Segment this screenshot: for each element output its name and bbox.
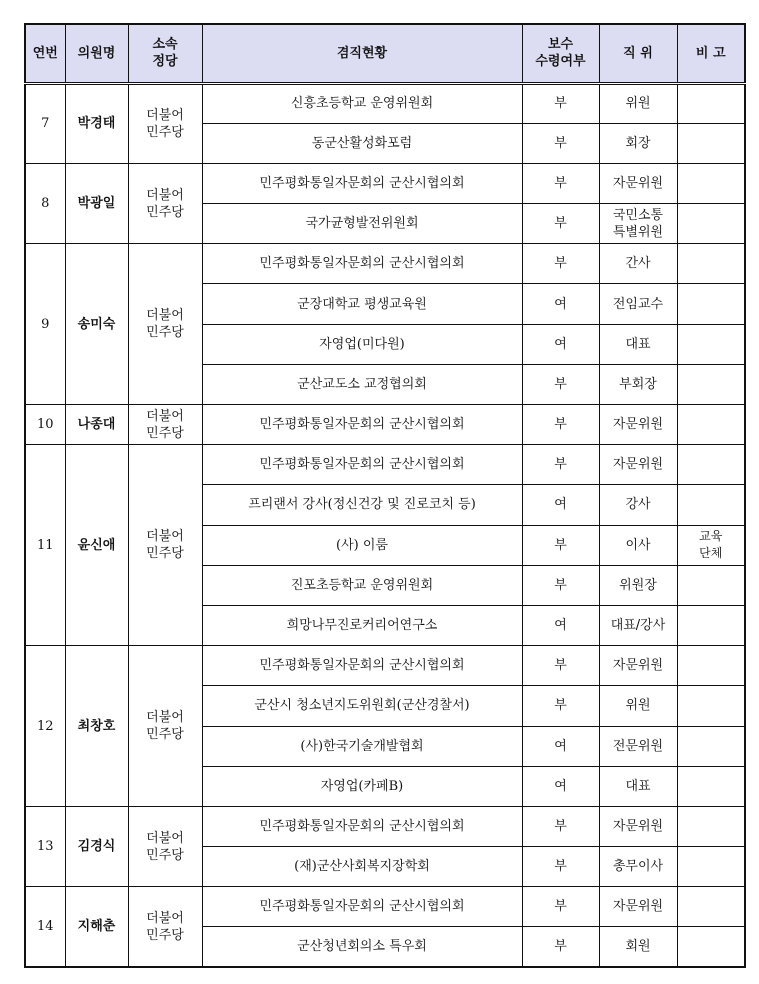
member-number: 10	[25, 405, 65, 445]
side-job-position: 민주평화통일자문회의 군산시협의회	[202, 244, 522, 284]
remark	[677, 485, 745, 525]
job-title: 자문위원	[599, 445, 677, 485]
side-job-position: 군산청년회의소 특우회	[202, 927, 522, 967]
member-name: 나종대	[65, 405, 128, 445]
job-title: 자문위원	[599, 806, 677, 846]
job-title: 국민소통 특별위원	[599, 204, 677, 244]
member-party: 더불어 민주당	[128, 806, 202, 886]
table-row	[25, 887, 745, 927]
pay-status: 부	[522, 83, 599, 123]
remark	[677, 605, 745, 645]
table-body	[25, 83, 745, 967]
job-title: 이사	[599, 525, 677, 565]
pay-status: 부	[522, 163, 599, 203]
remark	[677, 806, 745, 846]
header-pay: 보수 수령여부	[522, 24, 599, 83]
member-number: 14	[25, 887, 65, 967]
header-name: 의원명	[65, 24, 128, 83]
side-job-position: 민주평화통일자문회의 군산시협의회	[202, 163, 522, 203]
pay-status: 여	[522, 324, 599, 364]
remark	[677, 405, 745, 445]
pay-status: 부	[522, 806, 599, 846]
remark	[677, 123, 745, 163]
remark: 교육 단체	[677, 525, 745, 565]
member-name: 박경태	[65, 83, 128, 163]
job-title: 자문위원	[599, 887, 677, 927]
side-job-position: 민주평화통일자문회의 군산시협의회	[202, 646, 522, 686]
job-title: 총무이사	[599, 847, 677, 887]
pay-status: 부	[522, 244, 599, 284]
job-title: 부회장	[599, 364, 677, 404]
remark	[677, 927, 745, 967]
remark	[677, 565, 745, 605]
member-number: 12	[25, 646, 65, 807]
member-party: 더불어 민주당	[128, 163, 202, 243]
side-job-position: 민주평화통일자문회의 군산시협의회	[202, 887, 522, 927]
job-title: 전임교수	[599, 284, 677, 324]
remark	[677, 364, 745, 404]
member-name: 박광일	[65, 163, 128, 243]
pay-status: 부	[522, 847, 599, 887]
remark	[677, 726, 745, 766]
table-row	[25, 445, 745, 485]
job-title: 자문위원	[599, 405, 677, 445]
side-job-position: 동군산활성화포럼	[202, 123, 522, 163]
pay-status: 부	[522, 887, 599, 927]
remark	[677, 646, 745, 686]
remark	[677, 163, 745, 203]
side-job-position: 진포초등학교 운영위원회	[202, 565, 522, 605]
side-job-position: 민주평화통일자문회의 군산시협의회	[202, 806, 522, 846]
pay-status: 여	[522, 284, 599, 324]
member-name: 최창호	[65, 646, 128, 807]
pay-status: 부	[522, 686, 599, 726]
pay-status: 부	[522, 525, 599, 565]
member-party: 더불어 민주당	[128, 646, 202, 807]
side-job-position: 군산시 청소년지도위원회(군산경찰서)	[202, 686, 522, 726]
member-number: 8	[25, 163, 65, 243]
header-no: 연번	[25, 24, 65, 83]
job-title: 위원	[599, 83, 677, 123]
side-job-position: 군장대학교 평생교육원	[202, 284, 522, 324]
side-job-position: 희망나무진로커리어연구소	[202, 605, 522, 645]
header-title: 직 위	[599, 24, 677, 83]
side-job-position: 자영업(미다원)	[202, 324, 522, 364]
remark	[677, 324, 745, 364]
job-title: 자문위원	[599, 163, 677, 203]
member-number: 7	[25, 83, 65, 163]
member-party: 더불어 민주당	[128, 244, 202, 405]
header-party: 소속 정당	[128, 24, 202, 83]
pay-status: 여	[522, 605, 599, 645]
pay-status: 부	[522, 565, 599, 605]
council-side-jobs-table	[24, 23, 746, 968]
member-name: 김경식	[65, 806, 128, 886]
member-name: 송미숙	[65, 244, 128, 405]
job-title: 대표/강사	[599, 605, 677, 645]
pay-status: 여	[522, 726, 599, 766]
pay-status: 부	[522, 445, 599, 485]
pay-status: 여	[522, 485, 599, 525]
remark	[677, 83, 745, 123]
member-number: 11	[25, 445, 65, 646]
side-job-position: (사) 이룸	[202, 525, 522, 565]
pay-status: 부	[522, 364, 599, 404]
job-title: 대표	[599, 766, 677, 806]
job-title: 위원장	[599, 565, 677, 605]
pay-status: 부	[522, 646, 599, 686]
side-job-position: 군산교도소 교정협의회	[202, 364, 522, 404]
table-row	[25, 405, 745, 445]
remark	[677, 204, 745, 244]
header-row	[25, 24, 745, 83]
side-job-position: 신흥초등학교 운영위원회	[202, 83, 522, 123]
job-title: 회원	[599, 927, 677, 967]
side-job-position: 자영업(카페B)	[202, 766, 522, 806]
remark	[677, 445, 745, 485]
side-job-position: 프리랜서 강사(정신건강 및 진로코치 등)	[202, 485, 522, 525]
table-row	[25, 163, 745, 203]
member-party: 더불어 민주당	[128, 445, 202, 646]
job-title: 대표	[599, 324, 677, 364]
remark	[677, 284, 745, 324]
pay-status: 부	[522, 123, 599, 163]
pay-status: 부	[522, 204, 599, 244]
job-title: 자문위원	[599, 646, 677, 686]
header-position: 겸직현황	[202, 24, 522, 83]
job-title: 전문위원	[599, 726, 677, 766]
remark	[677, 244, 745, 284]
member-name: 지해춘	[65, 887, 128, 967]
remark	[677, 887, 745, 927]
job-title: 회장	[599, 123, 677, 163]
header-note: 비 고	[677, 24, 745, 83]
member-party: 더불어 민주당	[128, 887, 202, 967]
table-row	[25, 244, 745, 284]
pay-status: 부	[522, 405, 599, 445]
table-row	[25, 83, 745, 123]
side-job-position: 민주평화통일자문회의 군산시협의회	[202, 445, 522, 485]
member-name: 윤신애	[65, 445, 128, 646]
member-number: 13	[25, 806, 65, 886]
job-title: 강사	[599, 485, 677, 525]
table-row	[25, 806, 745, 846]
table-row	[25, 646, 745, 686]
member-party: 더불어 민주당	[128, 83, 202, 163]
remark	[677, 686, 745, 726]
job-title: 위원	[599, 686, 677, 726]
side-job-position: (사)한국기술개발협회	[202, 726, 522, 766]
pay-status: 부	[522, 927, 599, 967]
remark	[677, 847, 745, 887]
remark	[677, 766, 745, 806]
side-job-position: 민주평화통일자문회의 군산시협의회	[202, 405, 522, 445]
pay-status: 여	[522, 766, 599, 806]
member-number: 9	[25, 244, 65, 405]
member-party: 더불어 민주당	[128, 405, 202, 445]
side-job-position: (재)군산사회복지장학회	[202, 847, 522, 887]
side-job-position: 국가균형발전위원회	[202, 204, 522, 244]
job-title: 간사	[599, 244, 677, 284]
